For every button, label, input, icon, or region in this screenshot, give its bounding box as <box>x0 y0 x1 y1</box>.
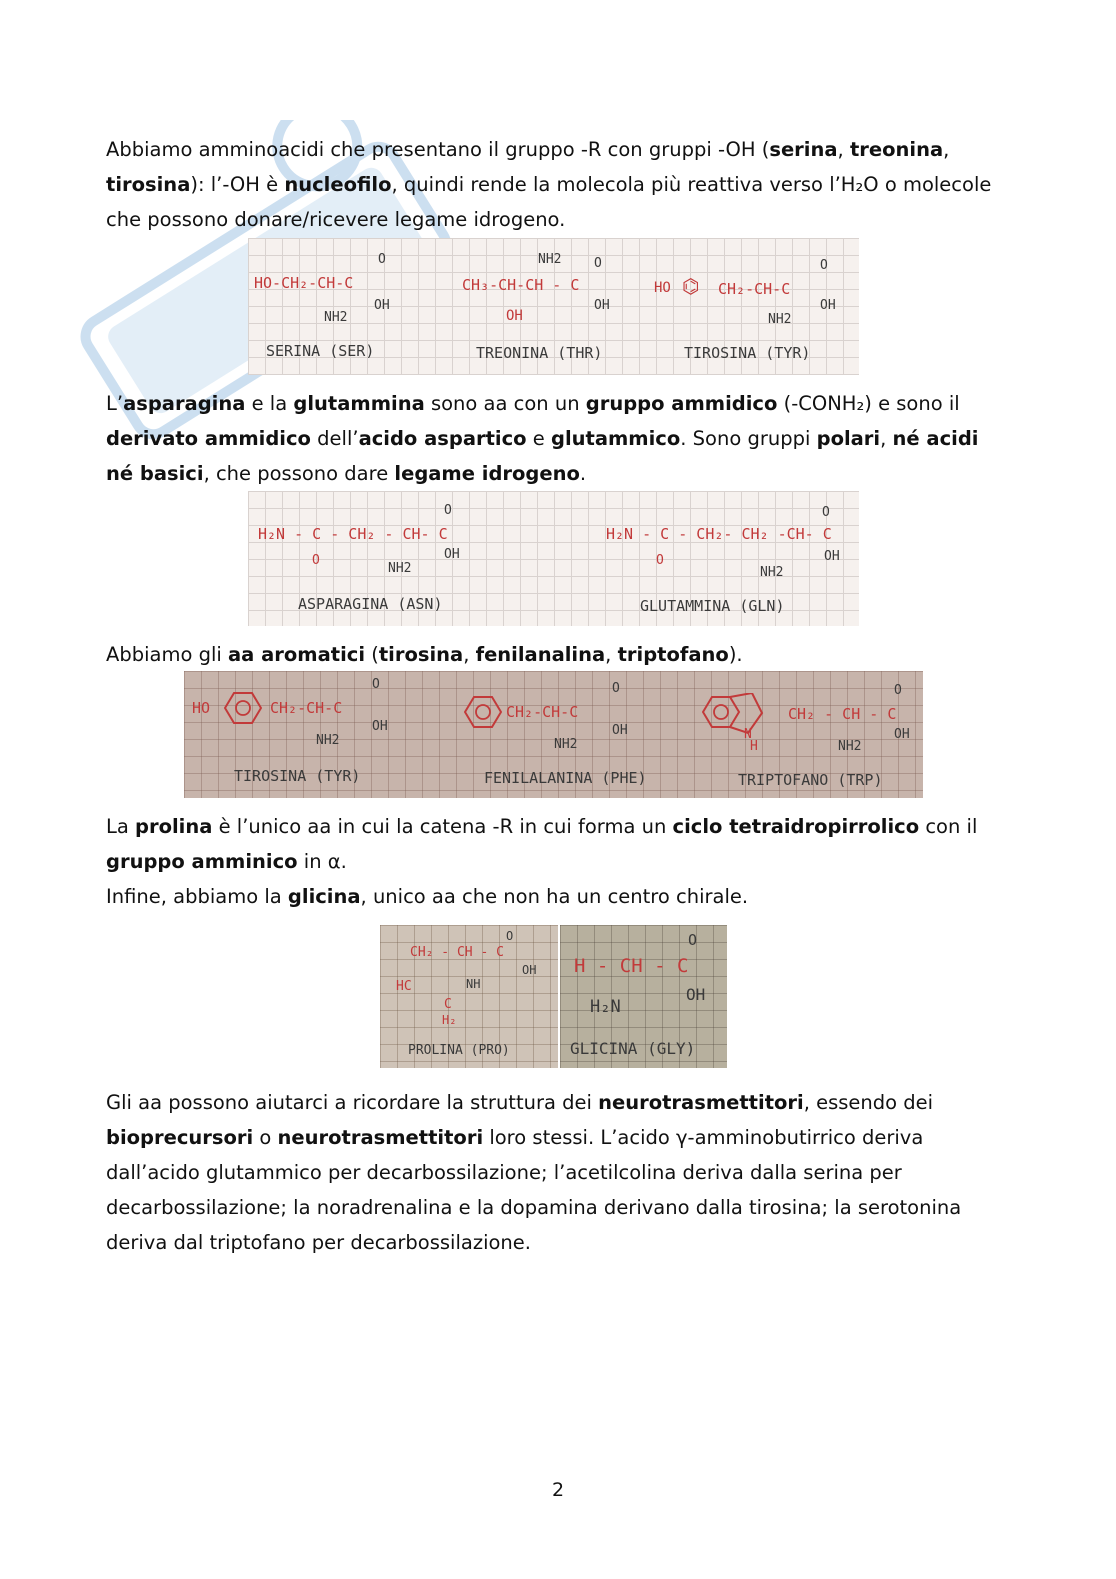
bold-term: derivato ammidico <box>106 427 311 450</box>
text-run: Gli aa possono aiutarci a ricordare la struttura dei <box>106 1091 599 1114</box>
text-run: dell’ <box>310 427 359 450</box>
bold-term: polari <box>816 427 881 450</box>
tirosina-formula: CH₂-CH-C <box>718 280 791 298</box>
glicina-h2n: H₂N <box>590 997 621 1017</box>
triptofano-o: O <box>894 683 902 698</box>
benzene-ring-icon <box>464 695 502 729</box>
aromatic-tirosina-nh2: NH2 <box>316 733 340 748</box>
serina-oh: OH <box>374 298 390 313</box>
prolina-chain: CH₂ - CH - C <box>410 945 504 960</box>
text-run: , <box>880 427 893 450</box>
fenilalanina-caption: FENILALANINA (PHE) <box>484 769 647 787</box>
triptofano-nh2: NH2 <box>838 739 862 754</box>
figure-aromatic-amino-acids <box>184 671 923 798</box>
text-run: La <box>106 815 136 838</box>
bold-term-nucleofilo: nucleofilo <box>284 173 392 196</box>
text-run: , <box>837 138 850 161</box>
bold-term: acido aspartico <box>358 427 527 450</box>
text-run: e <box>526 427 551 450</box>
text-run: loro stessi. L’acido γ-amminobutirrico deriva dall’acido glutammico per decarbossilazione; l’acetilcolina deriva dalla serina per decarbossilazione; la noradrenalina e la dopamina derivano dalla tirosina; la serotonina deriva dal triptofano per decarbossilazione. <box>106 1126 962 1254</box>
triptofano-n: N <box>744 727 752 742</box>
fenilalanina-nh2: NH2 <box>554 737 578 752</box>
treonina-nh2: NH2 <box>538 252 562 267</box>
indole-ring-icon <box>702 693 782 753</box>
prolina-hc: HC <box>396 979 412 994</box>
glutammina-caption: GLUTAMMINA (GLN) <box>640 597 785 615</box>
bold-term: glutammico <box>550 427 681 450</box>
fenilalanina-oh: OH <box>612 723 628 738</box>
paragraph-neurotrasmettitori <box>106 1085 1006 1260</box>
fenilalanina-formula: CH₂-CH-C <box>506 703 579 721</box>
asparagina-caption: ASPARAGINA (ASN) <box>298 595 443 613</box>
text-run: Infine, abbiamo la <box>106 885 288 908</box>
glutammina-o-bottom: O <box>656 553 664 568</box>
tirosina-nh2: NH2 <box>768 312 792 327</box>
text-run: , quindi rende la molecola più reattiva verso l’H₂O o molecole che possono donare/ricevere legame idrogeno. <box>106 173 992 231</box>
tirosina-ho: HO <box>654 280 671 296</box>
tirosina-ring: ⌬ <box>682 274 700 298</box>
text-run: Abbiamo gli <box>106 643 228 666</box>
bold-term-treonina: treonina <box>849 138 944 161</box>
bold-term: neurotrasmettitori <box>277 1126 484 1149</box>
text-run: o <box>253 1126 278 1149</box>
glicina-formula: H - CH - C <box>574 955 689 977</box>
tirosina-oh: OH <box>820 298 836 313</box>
benzene-ring-icon <box>224 691 262 725</box>
asparagina-o-bottom: O <box>312 553 320 568</box>
prolina-caption: PROLINA (PRO) <box>408 1043 510 1058</box>
figure-hydroxyl-amino-acids <box>248 238 859 375</box>
asparagina-formula: H₂N - C - CH₂ - CH- C <box>258 525 448 543</box>
asparagina-nh2: NH2 <box>388 561 412 576</box>
aromatic-tirosina-o: O <box>372 677 380 692</box>
fenilalanina-o: O <box>612 681 620 696</box>
bold-term: asparagina <box>123 392 246 415</box>
text-run: , <box>943 138 950 161</box>
text-run: . Sono gruppi <box>680 427 817 450</box>
bold-term: glicina <box>287 885 361 908</box>
text-run: , unico aa che non ha un centro chirale. <box>360 885 749 908</box>
text-run: con il <box>919 815 978 838</box>
text-run: ( <box>365 643 379 666</box>
text-run: è l’unico aa in cui la catena -R in cui forma un <box>212 815 673 838</box>
figure-amide-amino-acids <box>248 491 859 626</box>
figure-glicina <box>560 925 727 1068</box>
triptofano-formula: CH₂ - CH - C <box>788 705 897 723</box>
serina-formula: HO-CH₂-CH-C <box>254 274 354 292</box>
bold-term-tirosina: tirosina <box>106 173 191 196</box>
serina-caption: SERINA (SER) <box>266 342 375 360</box>
glutammina-nh2: NH2 <box>760 565 784 580</box>
bold-term: fenilanalina <box>475 643 606 666</box>
text-run: e la <box>245 392 294 415</box>
text-run: (-CONH₂) e sono il <box>777 392 960 415</box>
paragraph-aromatic-aa <box>106 637 1006 672</box>
bold-term: tirosina <box>378 643 464 666</box>
paragraph-glicina <box>106 879 1006 914</box>
aromatic-tirosina-oh: OH <box>372 719 388 734</box>
bold-term-serina: serina <box>769 138 838 161</box>
bold-term: gruppo ammidico <box>585 392 778 415</box>
triptofano-h: H <box>750 739 758 754</box>
prolina-o: O <box>506 929 514 943</box>
treonina-caption: TREONINA (THR) <box>476 344 603 362</box>
triptofano-caption: TRIPTOFANO (TRP) <box>738 771 883 789</box>
text-run: . <box>579 462 587 485</box>
aromatic-tirosina-formula: CH₂-CH-C <box>270 699 343 717</box>
bold-term: triptofano <box>617 643 729 666</box>
glutammina-oh: OH <box>824 549 840 564</box>
glicina-o: O <box>688 931 698 949</box>
triptofano-oh: OH <box>894 727 910 742</box>
text-run: Abbiamo amminoacidi che presentano il gruppo -R con gruppi -OH ( <box>106 138 770 161</box>
page-number: 2 <box>551 1479 565 1501</box>
treonina-o: O <box>594 256 602 271</box>
prolina-c: C <box>444 997 452 1012</box>
glicina-caption: GLICINA (GLY) <box>570 1039 696 1058</box>
figure-prolina <box>380 925 558 1068</box>
text-run: ). <box>728 643 743 666</box>
paragraph-hydroxyl-aa <box>106 132 1006 237</box>
treonina-oh-side: OH <box>506 308 523 324</box>
bold-term: ciclo tetraidropirrolico <box>672 815 920 838</box>
paragraph-prolina <box>106 809 1006 879</box>
bold-term: né acidi né basici <box>106 427 979 485</box>
treonina-formula: CH₃-CH-CH - C <box>462 276 580 294</box>
tirosina-caption: TIROSINA (TYR) <box>684 344 811 362</box>
tirosina-o: O <box>820 258 828 273</box>
bold-term: gruppo amminico <box>106 850 298 873</box>
text-run: , <box>463 643 476 666</box>
prolina-oh: OH <box>522 963 537 977</box>
aromatic-tirosina-caption: TIROSINA (TYR) <box>234 767 361 785</box>
serina-o: O <box>378 252 386 267</box>
glutammina-o-top: O <box>822 505 830 520</box>
glutammina-formula: H₂N - C - CH₂- CH₂ -CH- C <box>606 525 832 543</box>
asparagina-o-top: O <box>444 503 452 518</box>
text-run: in α. <box>297 850 347 873</box>
text-run: L’ <box>106 392 124 415</box>
text-run: , che possono dare <box>203 462 395 485</box>
aromatic-tirosina-ho: HO <box>192 699 211 717</box>
asparagina-oh: OH <box>444 547 460 562</box>
bold-term: prolina <box>135 815 213 838</box>
serina-nh2: NH2 <box>324 310 348 325</box>
glicina-oh: OH <box>686 985 706 1004</box>
bold-term: legame idrogeno <box>394 462 580 485</box>
paragraph-amide-aa <box>106 386 1006 491</box>
bold-term: glutammina <box>293 392 425 415</box>
bold-term: aa aromatici <box>228 643 366 666</box>
bold-term: neurotrasmettitori <box>598 1091 804 1114</box>
bold-term: bioprecursori <box>106 1126 254 1149</box>
text-run: , <box>605 643 618 666</box>
treonina-oh: OH <box>594 298 610 313</box>
text-run: sono aa con un <box>424 392 586 415</box>
text-run: , essendo dei <box>803 1091 934 1114</box>
prolina-nh: NH <box>466 977 481 991</box>
text-run: ): l’-OH è <box>190 173 285 196</box>
prolina-h2: H₂ <box>442 1013 457 1027</box>
